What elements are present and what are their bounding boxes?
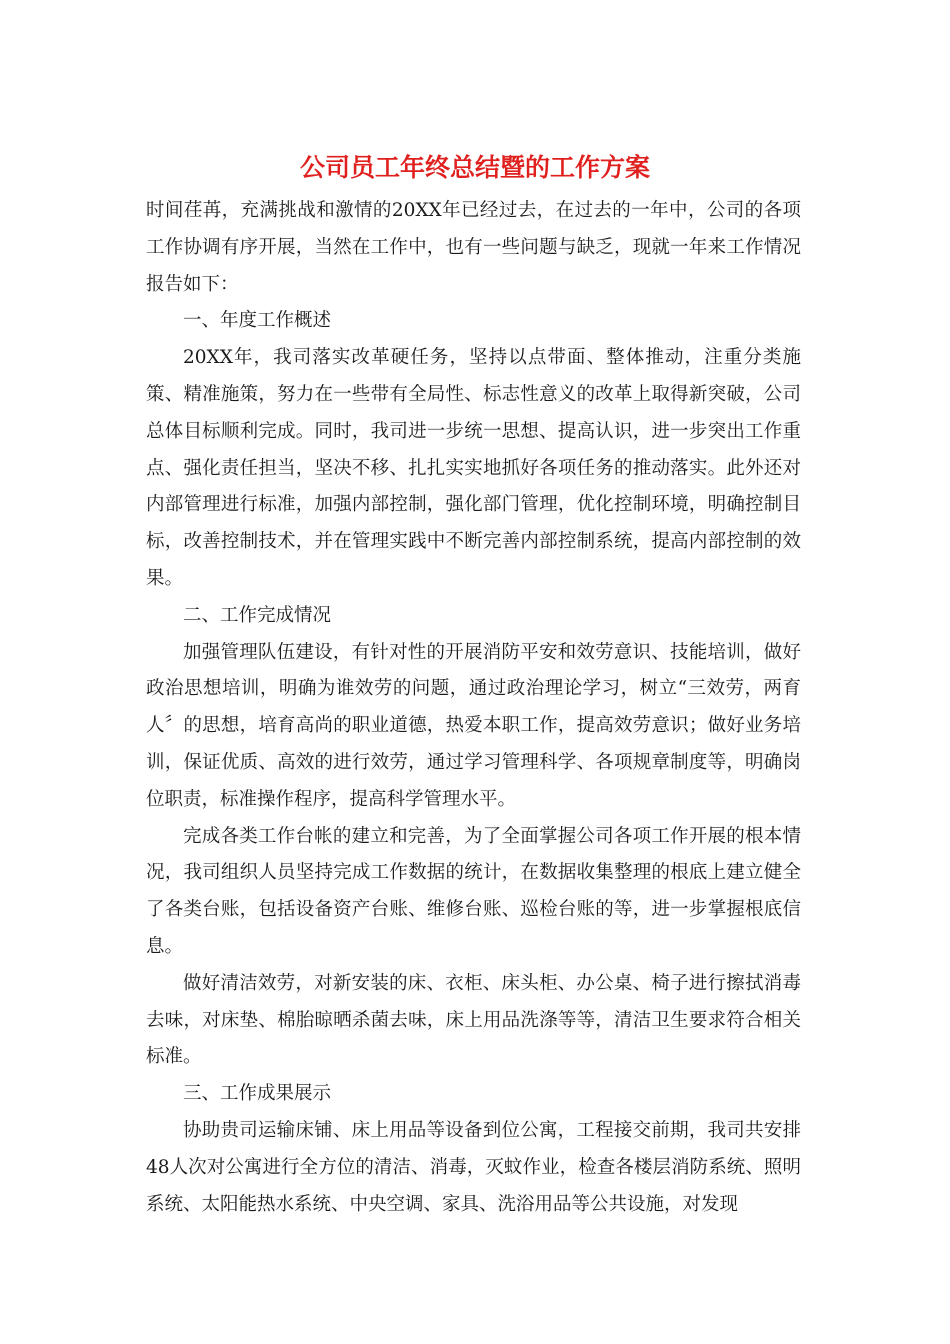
document-body [146, 193, 801, 1223]
body-paragraph: 完成各类工作台帐的建立和完善，为了全面掌握公司各项工作开展的根本情况，我司组织人员坚持完成工作数据的统计，在数据收集整理的根底上建立健全了各类台账，包括设备资产台账、维修台账、巡检台账的等，进一步掌握根底信息。 [146, 825, 801, 957]
body-paragraph: 协助贵司运输床铺、床上用品等设备到位公寓，工程接交前期，我司共安排48人次对公寓进行全方位的清洁、消毒，灭蚊作业，检查各楼层消防系统、照明系统、太阳能热水系统、中央空调、家具、洗浴用品等公共设施，对发现 [146, 1119, 801, 1215]
section-heading-2: 二、工作完成情况 [183, 604, 332, 626]
body-paragraph: 加强管理队伍建设，有针对性的开展消防平安和效劳意识、技能培训，做好政治思想培训，明确为谁效劳的问题，通过政治理论学习，树立“三效劳，两育人〞的思想，培育高尚的职业道德，热爱本职工作，提高效劳意识；做好业务培训，保证优质、高效的进行效劳，通过学习管理科学、各项规章制度等，明确岗位职责，标准操作程序，提高科学管理水平。 [146, 641, 801, 810]
body-paragraph: 20XX年，我司落实改革硬任务，坚持以点带面、整体推动，注重分类施策、精准施策，努力在一些带有全局性、标志性意义的改革上取得新突破，公司总体目标顺利完成。同时，我司进一步统一思想、提高认识，进一步突出工作重点、强化责任担当，坚决不移、扎扎实实地抓好各项任务的推动落实。此外还对内部管理进行标准，加强内部控制，强化部门管理，优化控制环境，明确控制目标，改善控制技术，并在管理实践中不断完善内部控制系统，提高内部控制的效果。 [146, 347, 801, 589]
body-paragraph: 做好清洁效劳，对新安装的床、衣柜、床头柜、办公桌、椅子进行擦拭消毒去味，对床垫、棉胎晾晒杀菌去味，床上用品洗涤等等，清洁卫生要求符合相关标准。 [146, 972, 801, 1068]
section-heading-3: 三、工作成果展示 [183, 1083, 332, 1105]
intro-paragraph: 时间荏苒，充满挑战和激情的20XX年已经过去，在过去的一年中，公司的各项工作协调有序开展，当然在工作中，也有一些问题与缺乏，现就一年来工作情况报告如下： [146, 200, 801, 295]
document-title: 公司员工年终总结暨的工作方案 [299, 153, 650, 182]
section-heading-1: 一、年度工作概述 [183, 310, 332, 332]
